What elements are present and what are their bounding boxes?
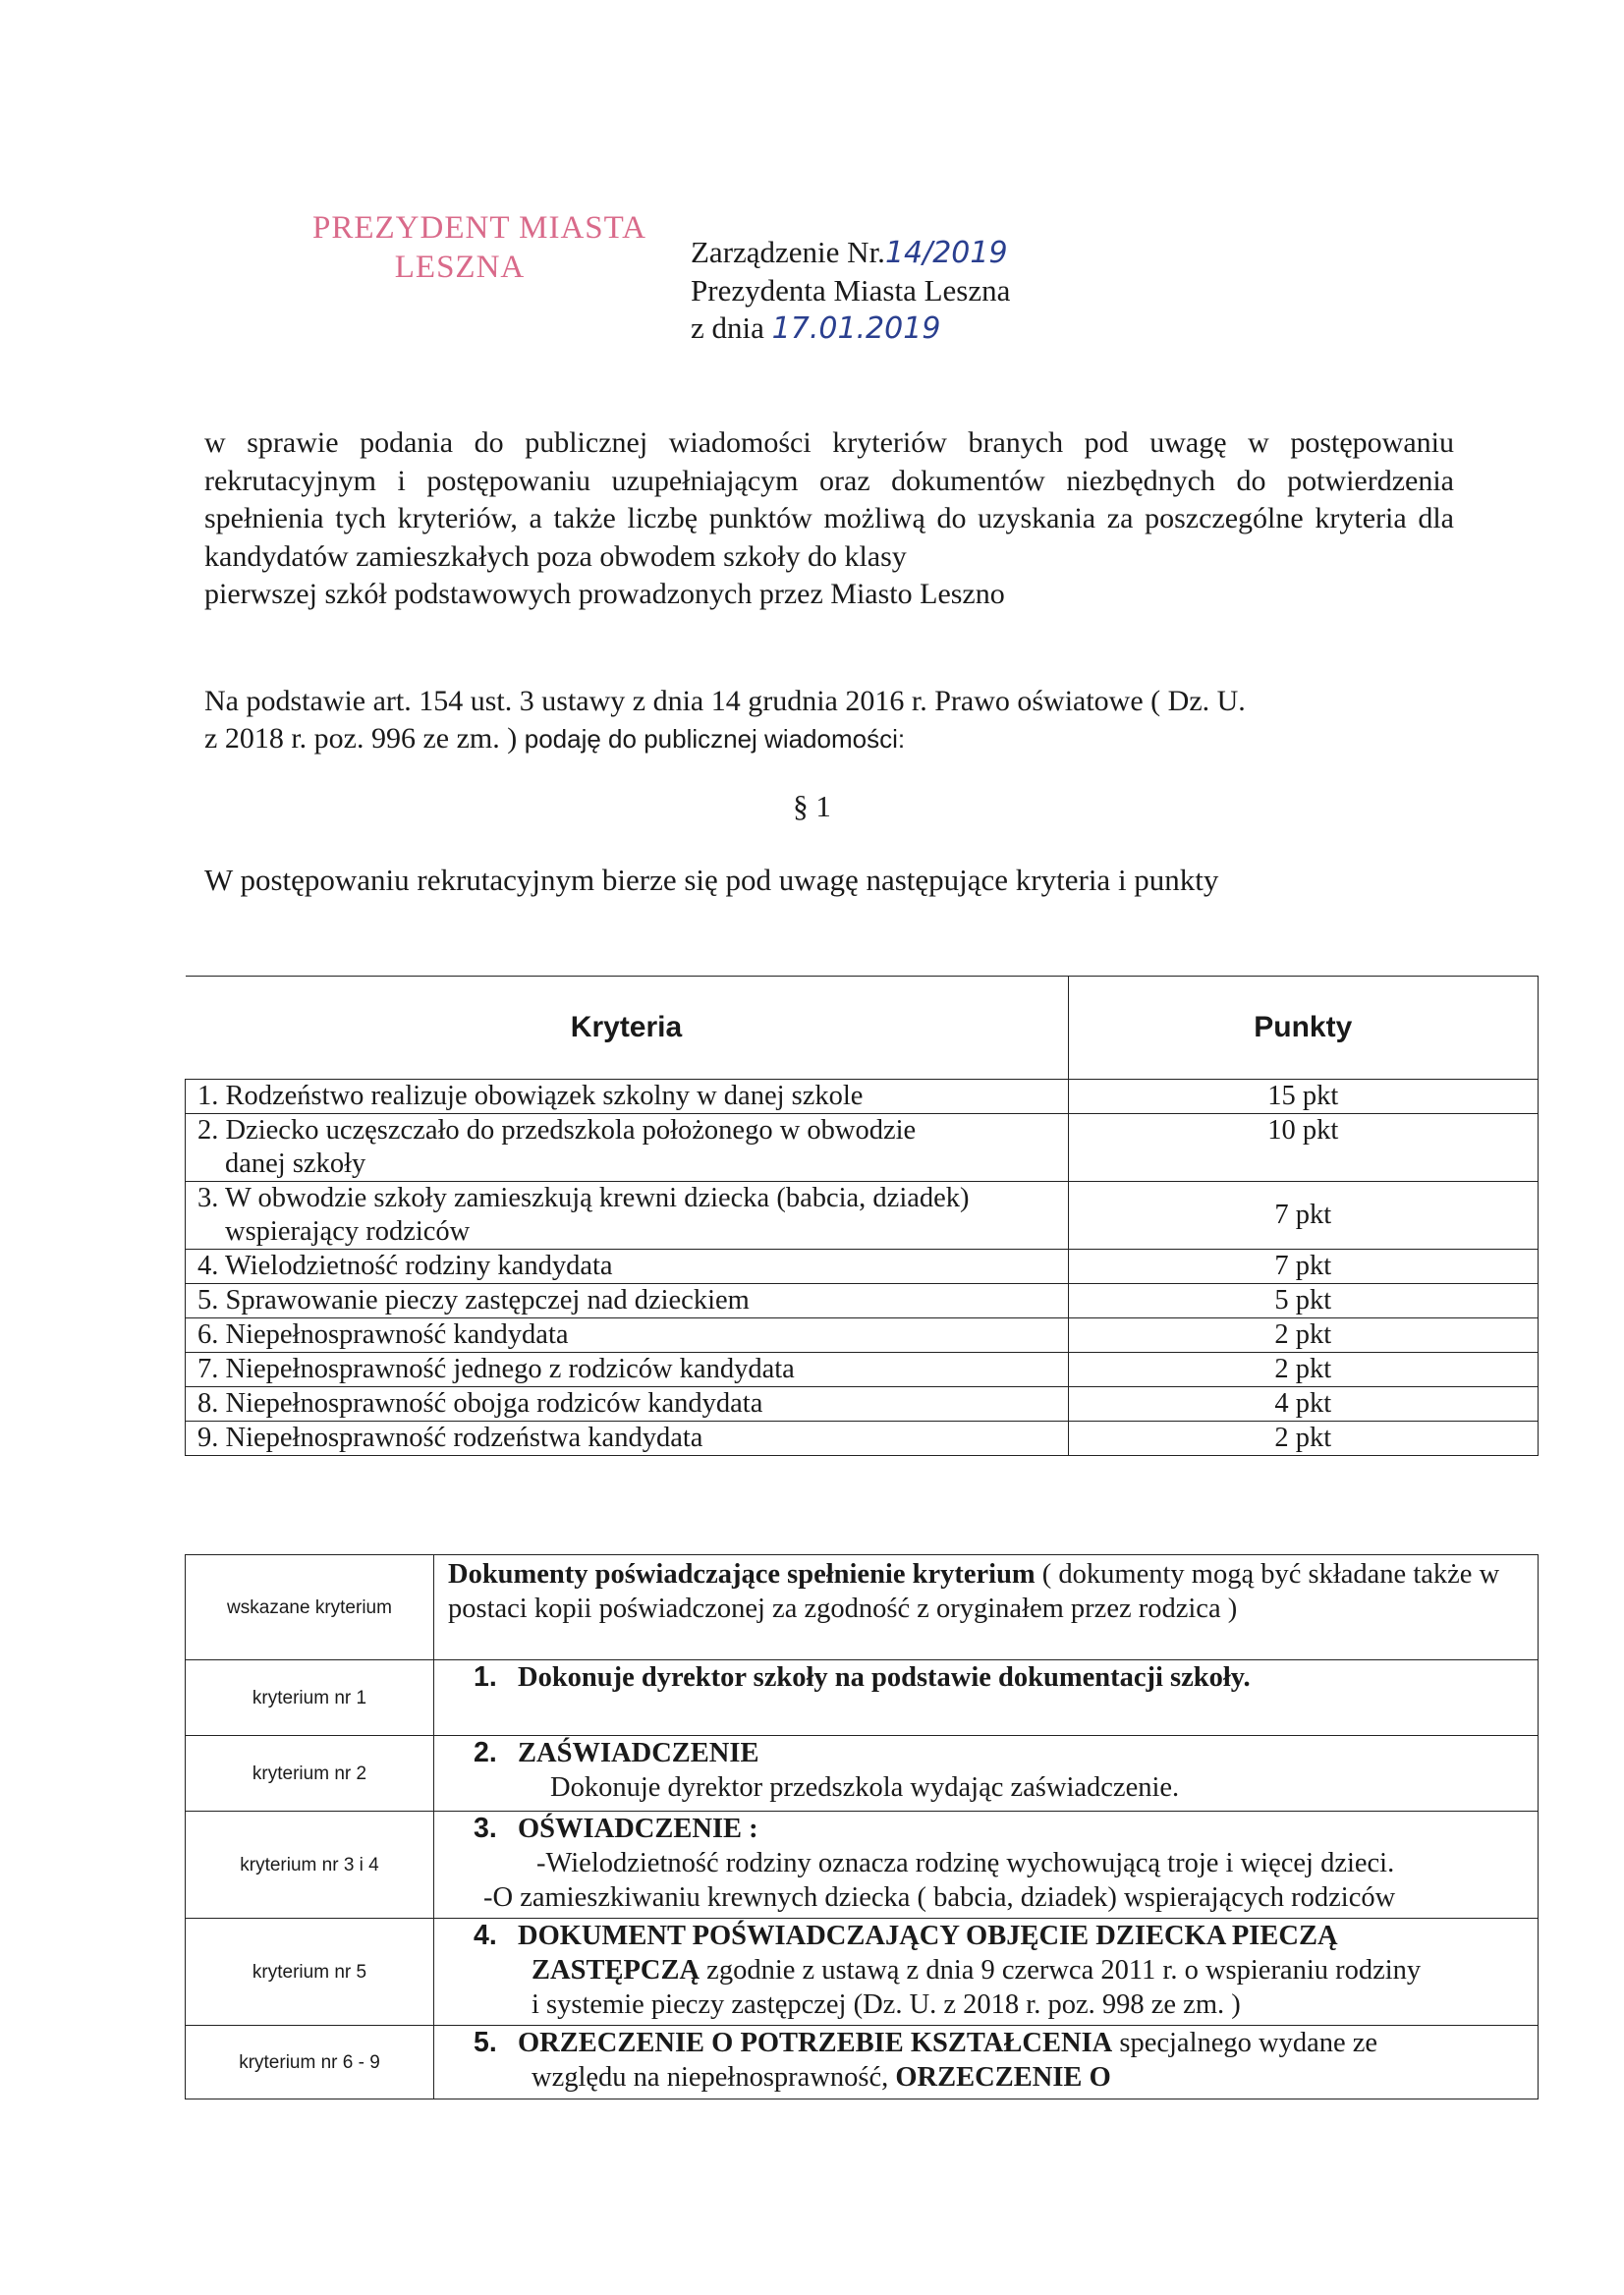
table-row: 2. Dziecko uczęszczało do przedszkola położonego w obwodzie danej szkoły 10 pkt bbox=[186, 1114, 1539, 1182]
table-row: kryterium nr 5 4. DOKUMENT POŚWIADCZAJĄCY OBJĘCIE DZIECKA PIECZĄ ZASTĘPCZĄ zgodnie z ustawą z dnia 9 czerwca 2011 r. o wspieraniu rodziny i systemie pieczy zastępczej (Dz. U. z 2018 r. poz. 998 ze zm. ) bbox=[186, 1919, 1539, 2026]
ordinance-number-line: Zarządzenie Nr.14/2019 bbox=[691, 235, 1008, 270]
ordinance-date-line: z dnia 17.01.2019 bbox=[691, 310, 941, 346]
table-row: kryterium nr 1 1. Dokonuje dyrektor szkoły na podstawie dokumentacji szkoły. bbox=[186, 1660, 1539, 1736]
table-row: kryterium nr 6 - 9 5. ORZECZENIE O POTRZEBIE KSZTAŁCENIA specjalnego wydane ze względu na niepełnosprawność, ORZECZENIE O bbox=[186, 2026, 1539, 2099]
legal-basis: Na podstawie art. 154 ust. 3 ustawy z dnia 14 grudnia 2016 r. Prawo oświatowe ( Dz. U. z 2018 r. poz. 996 ze zm. ) podaję do publicznej wiadomości: bbox=[204, 685, 1246, 755]
table-row: 7. Niepełnosprawność jednego z rodziców kandydata 2 pkt bbox=[186, 1353, 1539, 1387]
stamp-line-1: PREZYDENT MIASTA bbox=[312, 210, 647, 246]
points-column-header: Punkty bbox=[1068, 977, 1539, 1080]
criteria-table-header bbox=[186, 977, 1539, 1080]
table-row: kryterium nr 3 i 4 3. OŚWIADCZENIE : -Wielodzietność rodziny oznacza rodzinę wychowującą troje i więcej dzieci. -O zamieszkiwaniu krewnych dziecka ( babcia, dziadek) wspierających rodziców bbox=[186, 1812, 1539, 1919]
table-row: 1. Rodzeństwo realizuje obowiązek szkolny w danej szkole 15 pkt bbox=[186, 1080, 1539, 1114]
paragraph-number: § 1 bbox=[793, 789, 831, 823]
documents-table-header: wskazane kryterium Dokumenty poświadczające spełnienie kryterium ( dokumenty mogą być składane także w postaci kopii poświadczonej za zgodność z oryginałem przez rodzica ) bbox=[186, 1555, 1539, 1660]
table-row: 8. Niepełnosprawność obojga rodziców kandydata 4 pkt bbox=[186, 1387, 1539, 1422]
handwritten-date: 17.01.2019 bbox=[771, 311, 941, 346]
ordinance-subject: w sprawie podania do publicznej wiadomości kryteriów branych pod uwagę w postępowaniu rekrutacyjnym i postępowaniu uzupełniającym oraz dokumentów niezbędnych do potwierdzenia spełnienia tych kryteriów, a także liczbę punktów możliwą do uzyskania za poszczególne kryteria dla kandydatów zamieszkałych poza obwodem szkoły do klasy pierwszej szkół podstawowych prowadzonych przez Miasto Leszno bbox=[204, 426, 1454, 610]
table-row: 6. Niepełnosprawność kandydata 2 pkt bbox=[186, 1318, 1539, 1353]
table-row: kryterium nr 2 2. ZAŚWIADCZENIE Dokonuje dyrektor przedszkola wydając zaświadczenie. bbox=[186, 1736, 1539, 1812]
handwritten-number: 14/2019 bbox=[884, 236, 1008, 270]
office-stamp bbox=[312, 208, 647, 287]
stamp-line-2: LESZNA bbox=[394, 250, 526, 285]
criteria-column-header: Kryteria bbox=[186, 977, 1069, 1080]
table-row: 5. Sprawowanie pieczy zastępczej nad dzieckiem 5 pkt bbox=[186, 1284, 1539, 1318]
ordinance-header bbox=[691, 234, 1010, 348]
ordinance-issuer: Prezydenta Miasta Leszna bbox=[691, 273, 1011, 308]
documents-table bbox=[185, 1554, 1539, 2099]
table-row: 3. W obwodzie szkoły zamieszkują krewni dziecka (babcia, dziadek) wspierający rodziców 7 pkt bbox=[186, 1182, 1539, 1250]
table-row: 9. Niepełnosprawność rodzeństwa kandydata 2 pkt bbox=[186, 1422, 1539, 1456]
table-row: 4. Wielodzietność rodziny kandydata 7 pkt bbox=[186, 1250, 1539, 1284]
criteria-table bbox=[185, 976, 1539, 1456]
criteria-intro: W postępowaniu rekrutacyjnym bierze się pod uwagę następujące kryteria i punkty bbox=[204, 863, 1219, 897]
